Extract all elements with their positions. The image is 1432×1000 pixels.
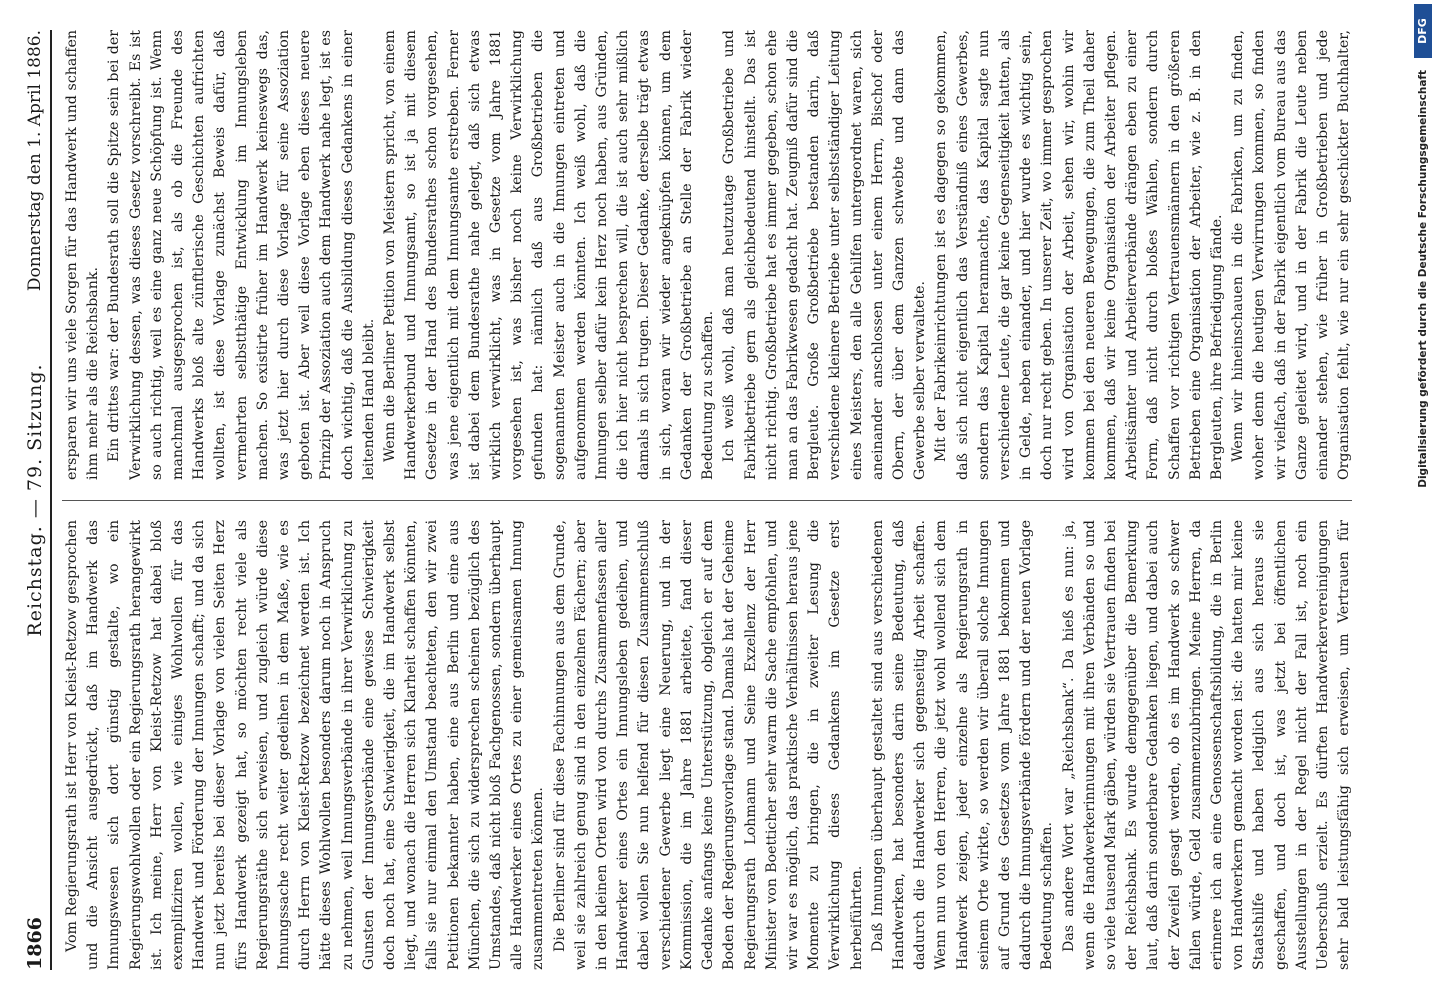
credit-text: Digitalisierung gefördert durch die Deutsche Forschungsgemeinschaft: [1417, 70, 1429, 488]
text-column-left: [62, 520, 1352, 970]
column-divider: [62, 500, 1352, 501]
paragraph: Wenn die Berliner Petition von Meistern spricht, von einem Handwerkerbund und Innungsamt, so ist ja mit diesem Gesetze in der Hand des Bundesrathes schon vorgesehen, was jene eigentlich mit dem Innungsamte erstreben. Ferner ist dabei dem Bundesrathe nahe gelegt, daß sich etwas wirklich verwirklicht, was in Gesetze vom Jahre 1881 vorgesehen ist, was bisher noch keine Verwirklichung gefunden hat: nämlich daß aus Großbetrieben die sogenannten Meister auch in die Innungen eintreten und aufgenommen werden könnten. Ich weiß wohl, daß die Innungen selber dafür kein Herz noch haben, aus Gründen, die ich hier nicht besprechen will, die ist auch sehr mißlich damals in sich trugen. Dieser Gedanke, derselbe trägt etwas in sich, woran wir wieder angeknüpfen können, um dem Gedanken der Großbetriebe an Stelle der Fabrik wieder Bedeutung zu schaffen.: [382, 30, 717, 480]
dfg-logo: [1414, 4, 1432, 58]
session-date: Donnerstag den 1. April 1886.: [25, 30, 45, 292]
paragraph: Daß Innungen überhaupt gestaltet sind aus verschiedenen Handwerken, hat besonders darin seine Bedeutung, daß dadurch die Handwerker sich gegenseitig Arbeit schaffen. Wenn nun von den Herren, die jetzt wohl wollend sich dem Handwerk zeigen, jeder einzelne als Regierungsrath in seinem Orte wirkte, so werden wir überall solche Innungen auf Grund des Gesetzes vom Jahre 1881 bekommen und dadurch die Innungsverbände fördern und der neuen Vorlage Bedeutung schaffen.: [869, 520, 1056, 970]
dfg-logo-text: DFG: [1416, 18, 1429, 44]
paragraph: ersparen wir uns viele Sorgen für das Handwerk und schaffen ihm mehr als die Reichsbank.: [64, 30, 102, 480]
page-number: 1866: [24, 917, 46, 970]
digitization-credit: [1414, 0, 1432, 1000]
paragraph: Das andere Wort war „Reichsbank“. Da hieß es nun: ja, wenn die Handwerkerinnungen mit ihren Verbänden so und so viele tausend Mark gäben, würden sie Vertrauen finden bei der Reichsbank. Es wurde demgegenüber die Bemerkung laut, daß darin sonderbare Gedanken liegen, und dabei auch der Zweifel gesagt werden, ob es im Handwerk so schwer fallen würde, Geld zusammenzubringen. Meine Herren, da erinnere ich an eine Genossenschaftsbildung, die in Berlin von Handwerkern gemacht worden ist: die hatten mir keine Staatshilfe und haben lediglich aus sich heraus sie geschaffen, und doch ist, was jetzt bei öffentlichen Ausstellungen in der Regel nicht der Fall ist, noch ein Ueberschuß erzielt. Es dürften Handwerkervereinigungen sehr bald leistungsfähig sich erweisen, um Vertrauen für: [1060, 520, 1352, 970]
paragraph: Ein drittes war: der Bundesrath soll die Spitze sein bei der Verwirklichung dessen, was dieses Gesetz vorschreibt. Es ist so auch richtig, weil es eine ganz neue Schöpfung ist. Wenn manchmal ausgesprochen ist, als ob die Freunde des Handwerks bloß alte zünftlerische Geschichten aufrichten wollten, ist diese Vorlage zunächst Beweis dafür, daß vermehrten selbstthätige Entwicklung im Innungsleben machen. So existirte früher im Handwerk keineswegs das, was jetzt hier durch diese Vorlage für seine Assoziation geboten ist. Aber weil diese Vorlage eben dieses neuere Prinzip der Assoziation auch dem Handwerk nahe legt, ist es doch wichtig, daß die Ausbildung dieses Gedankens in einer leitenden Hand bleibt.: [106, 30, 377, 480]
page-header: [20, 30, 52, 970]
paragraph: Vom Regierungsrath ist Herr von Kleist-Retzow gesprochen und die Ansicht ausgedrückt, daß im Handwerk das Innungswesen sich dort günstig gestalte, wo ein Regierungswohlwollen oder ein Regierungsrath herangewirkt ist. Ich meine, Herr von Kleist-Retzow hat dabei bloß exemplifiziren wollen, wie einiges Wohlwollen für das Handwerk und Förderung der Innungen schafft; und da sich nun jetzt bereits bei dieser Vorlage von vielen Seiten Herz fürs Handwerk gezeigt hat, so möchten recht viele als Regierungsräthe sich erweisen, und zugleich würde diese Innungssache recht weiter gedeihen in dem Maße, wie es durch Herrn von Kleist-Retzow bezeichnet werden ist. Ich hätte dieses Wohlwollen besonders darum noch in Anspruch zu nehmen, weil Innungsverbände in ihrer Verwirklichung zu Gunsten der Innungsverbände eine gewisse Schwierigkeit doch noch hat, eine Schwierigkeit, die im Handwerk selbst liegt, und wonach die Herren sich Klarheit schaffen könnten, falls sie nur einmal den Umstand beachteten, den wir zwei Petitionen bekannter haben, eine aus Berlin und eine aus München, die sich zu widersprechen scheinen bezüglich des Umstandes, daß nicht bloß Fachgenossen, sondern überhaupt alle Handwerker eines Ortes zu einer gemeinsamen Innung zusammentreten können.: [64, 520, 547, 970]
paragraph: Mit der Fabrikeinrichtungen ist es dagegen so gekommen, daß sich nicht eigentlich das Verständniß eines Gewerbes, sondern das Kapital heranmachte, das Kapital sagte nun verschiedene Leute, die gar keine Gegenseitigkeit hatten, als in Gelde, neben einander, und hier wurde es wichtig sein, doch nur recht geben. In unserer Zeit, wo immer gesprochen wird von Organisation der Arbeit, sehen wir, wohin wir kommen bei den neueren Bewegungen, die zum Theil daher kommen, daß wir keine Organisation der Arbeiter pflegen. Arbeitsämter und Arbeiterverbände drängen eben zu einer Form, daß nicht durch bloßes Wählen, sondern durch Schaffen vor richtigen Vertrauensmännern in den größeren Betrieben eine Organisation der Arbeiter, wie z. B. in den Bergleuten, ihre Befriedigung fände.: [933, 30, 1225, 480]
session-title: Reichstag. — 79. Sitzung.: [24, 363, 46, 637]
paragraph: Wenn wir hineinschauen in die Fabriken, um zu finden, woher denn die heutigen Verwirrungen kommen, so finden wir vielfach, daß in der Fabrik eigentlich vom Bureau aus das Ganze geleitet wird, und in der Fabrik die Leute neben einander stehen, wie früher in Großbetrieben und jede Organisation fehlt, wie nur ein sehr geschickter Buchhalter,: [1230, 30, 1352, 480]
paragraph: Ich weiß wohl, daß man heutzutage Großbetriebe und Fabrikbetriebe gern als gleichbedeutend hinstellt. Das ist nicht richtig. Großbetriebe hat es immer gegeben, schon ehe man an das Fabrikwesen gedacht hat. Zeugniß dafür sind die Bergleute. Große Großbetriebe bestanden darin, daß verschiedene kleinere Betriebe unter selbstständiger Leitung eines Meisters, den alle Gehilfen untergeordnet waren, sich aneinander anschlossen unter einem Herrn, Bischof oder Obern, der über dem Ganzen schwebte und dann das Gewerbe selber verwaltete.: [721, 30, 929, 480]
paragraph: Die Berliner sind für diese Fachinnungen aus dem Grunde, weil sie zahlreich genug sind in den einzelnen Fächern; aber in den kleinen Orten wird von durchs Zusammenfassen aller Handwerker eines Ortes ein Innungsleben gedeihen, und dabei wollen Sie nun helfend für diesen Zusammenschluß verschiedener Gewerbe liegt eine Neuerung, und in der Kommission, die im Jahre 1881 arbeitete, fand dieser Gedanke anfangs keine Unterstützung, obgleich er auf dem Boden der Regierungsvorlage stand. Damals hat der Geheime Regierungsrath Lohmann und Seine Exzellenz der Herr Minister von Boetticher sehr warm die Sache empfohlen, und wir war es möglich, das praktische Verhältnissen heraus jene Momente zu bringen, die in zweiter Lesung die Verwirklichung dieses Gedankens im Gesetze erst herbeiführten.: [551, 520, 865, 970]
text-column-right: [62, 30, 1352, 480]
